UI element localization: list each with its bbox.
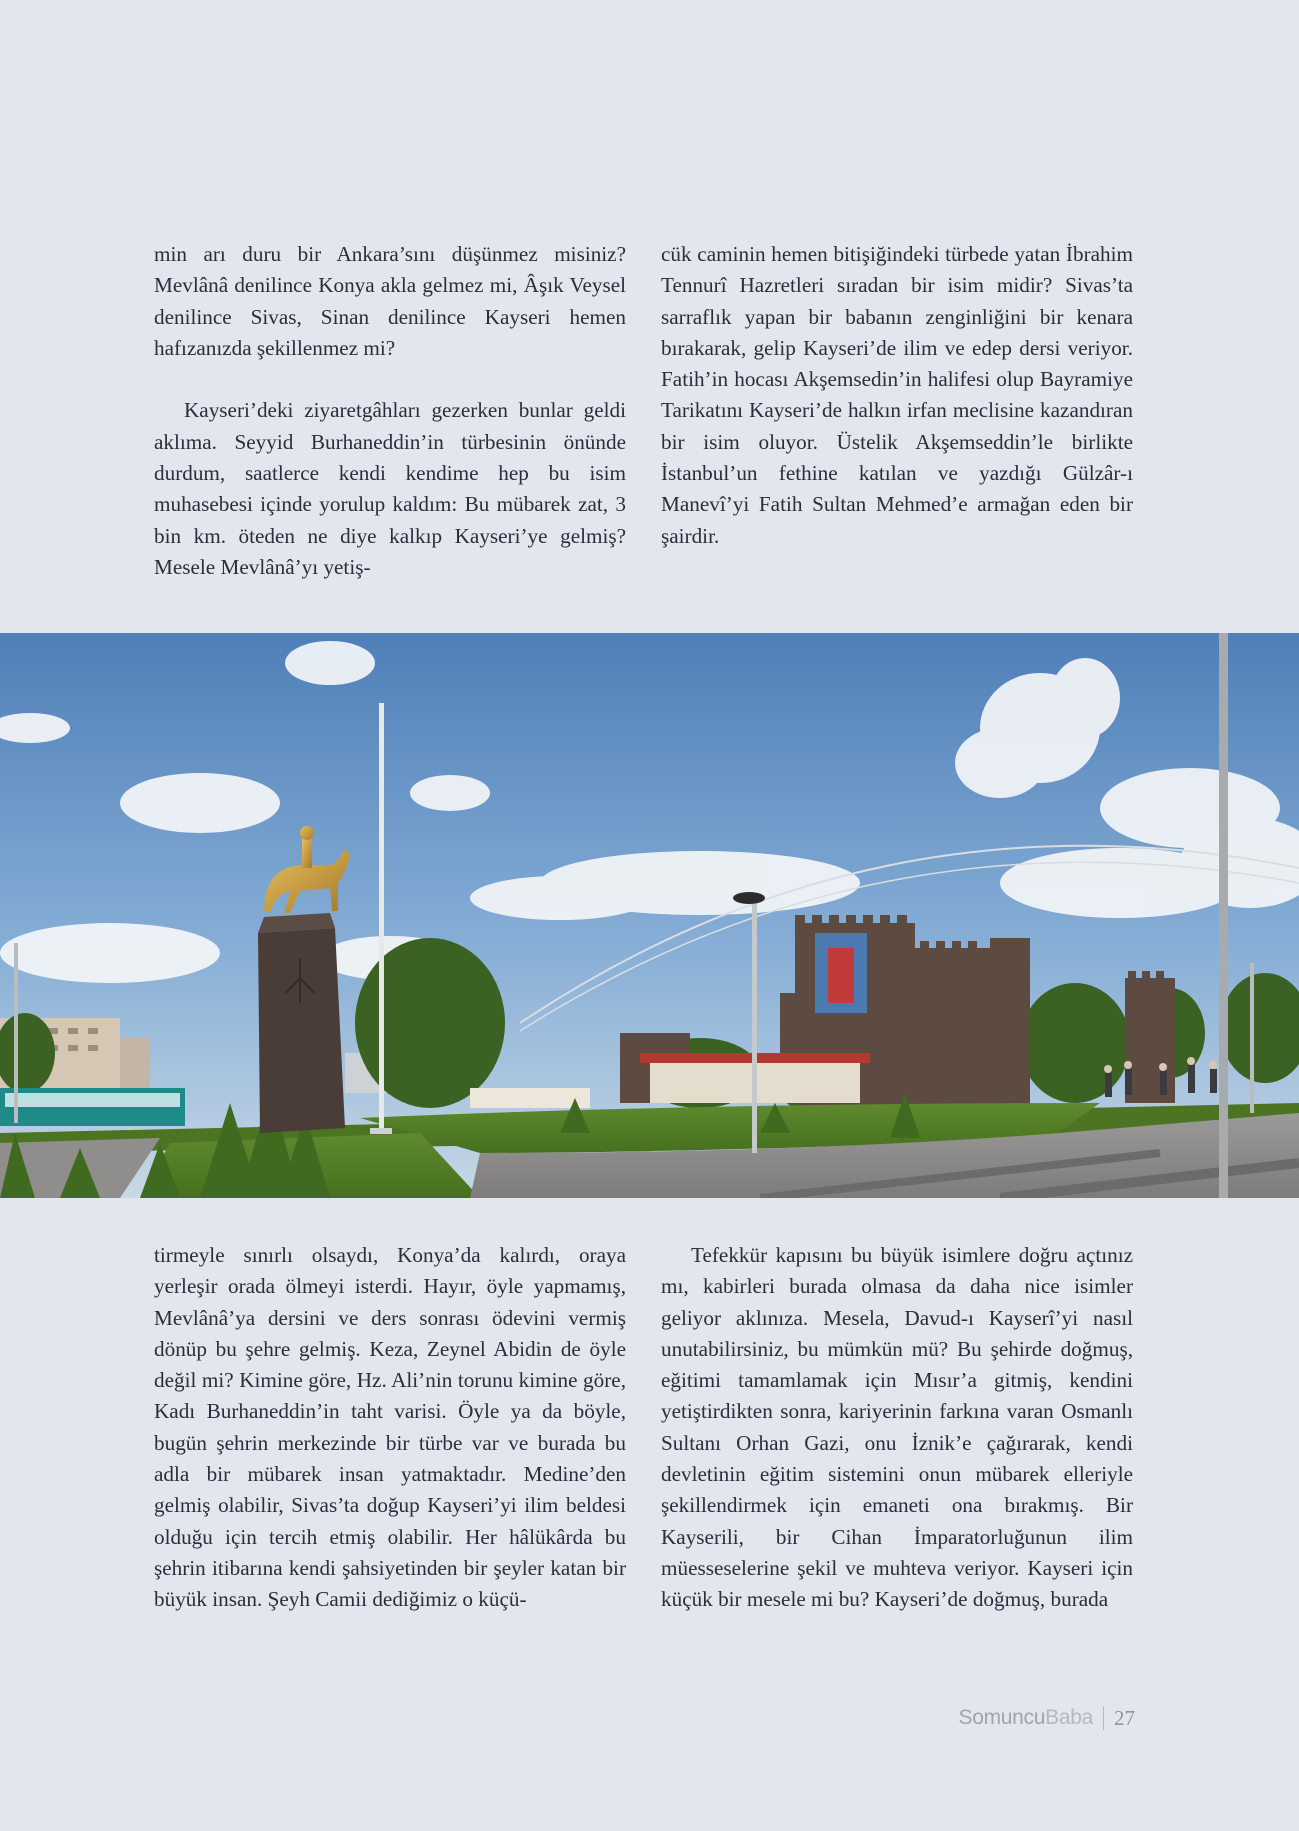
article-paragraph: Kayseri’deki ziyaretgâhları gezerken bunlar geldi aklıma. Seyyid Burhaneddin’in türbesinin önünde durdum, saatlerce kendi kendime hep bu isim muhasebesi içinde yorulup kaldım: Bu mübarek zat, 3 bin km. öteden ne diye kalkıp Kayseri’ye gelmiş? Mesele Mevlânâ’yı yetiş-: [154, 398, 626, 579]
page-number: 27: [1114, 1705, 1135, 1730]
magazine-logo-part1: Somuncu: [958, 1706, 1046, 1729]
magazine-logo: [959, 1706, 1093, 1730]
article-paragraph: tirmeyle sınırlı olsaydı, Konya’da kalırdı, oraya yerleşir orada ölmeyi isterdi. Hayır, öyle yapmamış, Mevlânâ’ya dersini ve ders sonrası ödevini vermiş dönüp bu şehre gelmiş. Keza, Zeynel Abidin de öyle değil mi? Kimine göre, Hz. Ali’nin torunu kimine göre, Kadı Burhaneddin’in taht varisi. Öyle ya da böyle, bugün şehrin merkezinde bir türbe var ve burada bu adla bir mübarek insan yatmaktadır. Medine’den gelmiş olabilir, Sivas’ta doğup Kayseri’yi ilim beldesi olduğu için tercih etmiş olabilir. Her hâlükârda bu şehrin itibarına kendi şahsiyetinden bir şeyler katan bir büyük insan. Şeyh Camii dediğimiz o küçü-: [154, 1243, 626, 1612]
article-column-top-left: [154, 239, 626, 583]
article-column-bottom-left: [154, 1240, 626, 1616]
magazine-logo-part2: Baba: [1045, 1706, 1093, 1729]
page-footer: [959, 1703, 1135, 1733]
photo-illustration: [0, 633, 1299, 1198]
footer-divider: [1103, 1706, 1104, 1730]
article-column-top-right: [661, 239, 1133, 552]
article-column-bottom-right: [661, 1240, 1133, 1616]
kayseri-square-photo: [0, 633, 1299, 1198]
article-paragraph: Tefekkür kapısını bu büyük isimlere doğru açtınız mı, kabirleri burada olmasa da daha nice isimler geliyor aklınıza. Mesela, Davud-ı Kayserî’yi nasıl unutabilirsiniz, bu mümkün mü? Bu şehirde doğmuş, eğitimi tamamlamak için Mısır’a gitmiş, kendini yetiştirdikten sonra, kariyerinin farkına varan Osmanlı Sultanı Orhan Gazi, onu İznik’e çağırarak, kendi devletinin eğitim sistemini onun mübarek elleriyle şekillendirmek için emaneti ona bırakmış. Bir Kayserili, bir Cihan İmparatorluğunun ilim müesseselerine şekil ve muhteva veriyor. Kayseri için küçük bir mesele mi bu? Kayseri’de doğmuş, burada: [661, 1243, 1133, 1612]
article-paragraph: cük caminin hemen bitişiğindeki türbede yatan İbrahim Tennurî Hazretleri sıradan bir isim midir? Sivas’ta sarraflık yapan bir babanın zenginliğini bir kenara bırakarak, gelip Kayseri’de ilim ve edep dersi veriyor. Fatih’in hocası Akşemsedin’in halifesi olup Bayramiye Tarikatını Kayseri’de halkın irfan meclisine kazandıran bir isim oluyor. Üstelik Akşemseddin’le birlikte İstanbul’un fethine katılan ve yazdığı Gülzâr-ı Manevî’yi Fatih Sultan Mehmed’e armağan eden bir şairdir.: [661, 242, 1133, 548]
article-paragraph: min arı duru bir Ankara’sını düşünmez misiniz? Mevlânâ denilince Konya akla gelmez mi, Âşık Veysel denilince Sivas, Sinan denilince Kayseri hemen hafızanızda şekillenmez mi?: [154, 242, 626, 360]
